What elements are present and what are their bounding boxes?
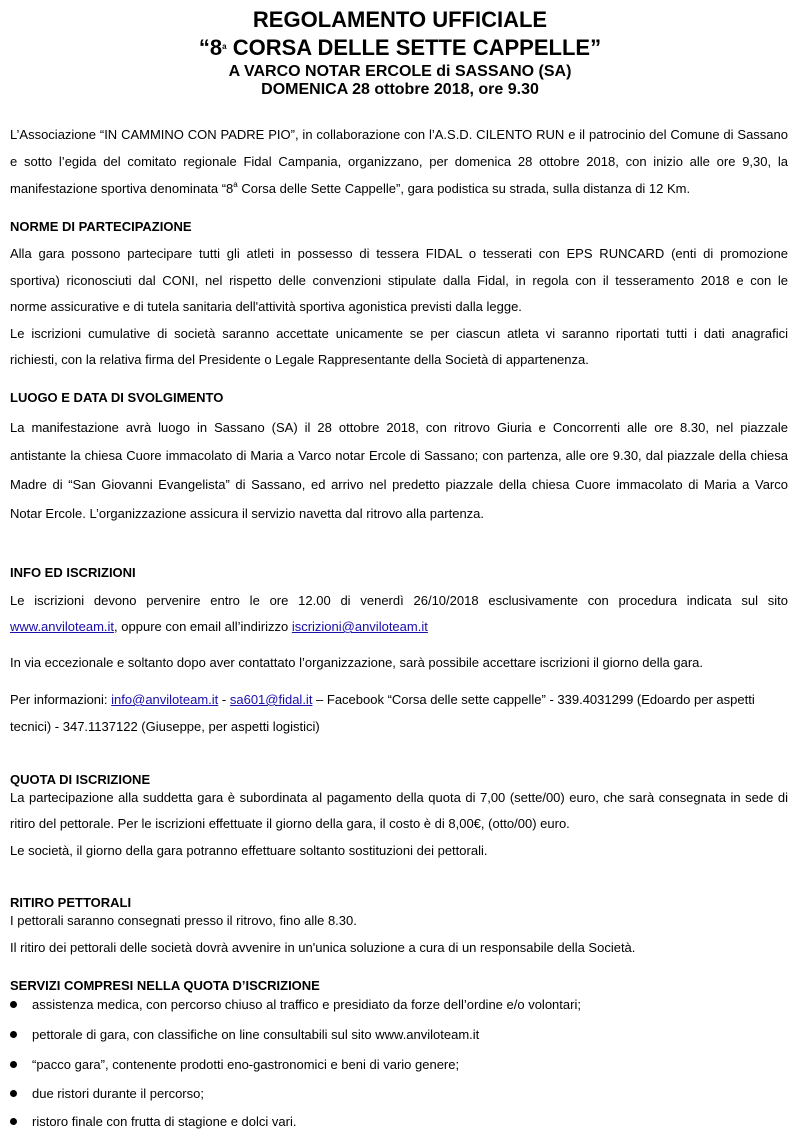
norme-line-4: Le iscrizioni cumulative di società saranno accettate unicamente se per ciascun atleta vi saranno riportati tutti i dati anagrafici [10, 326, 788, 341]
section-title-servizi: SERVIZI COMPRESI NELLA QUOTA D’ISCRIZIONE [10, 978, 320, 993]
info-line-4-pre: Per informazioni: [10, 692, 112, 707]
info-line-4 [10, 692, 788, 708]
section-title-luogo: LUOGO E DATA DI SVOLGIMENTO [10, 390, 224, 405]
intro-line-3-sup: a [233, 180, 238, 189]
luogo-line-1: La manifestazione avrà luogo in Sassano (SA) il 28 ottobre 2018, con ritrovo Giuria e Concorrenti alle ore 8.30, nel piazzale [10, 420, 788, 435]
bullet-icon [10, 1001, 17, 1008]
info-line-5: tecnici) - 347.1137122 (Giuseppe, per aspetti logistici) [10, 719, 320, 734]
list-item-text: ristoro finale con frutta di stagione e dolci vari. [32, 1114, 297, 1129]
info-line-2-text: , oppure con email all’indirizzo [114, 619, 292, 634]
intro-line-2: e sotto l’egida del comitato regionale Fidal Campania, organizzano, per domenica 28 ottobre 2018, con inizio alle ore 9,30, la [10, 154, 788, 169]
section-title-quota: QUOTA DI ISCRIZIONE [10, 772, 151, 787]
list-item-text: due ristori durante il percorso; [32, 1086, 204, 1101]
bullet-icon [10, 1090, 17, 1097]
luogo-line-4: Notar Ercole. L’organizzazione assicura il servizio navetta dal ritrovo alla partenza. [10, 506, 485, 521]
list-item-text: assistenza medica, con percorso chiuso al traffico e presidiato da forze dell’ordine e/o volontari; [32, 997, 581, 1012]
registration-email-link[interactable]: iscrizioni@anviloteam.it [291, 619, 428, 634]
luogo-line-3: Madre di “San Giovanni Evangelista” di Sassano, ed arrivo nel predetto piazzale della chiesa Cuore immacolato di Maria a Varco [10, 477, 788, 492]
section-title-info: INFO ED ISCRIZIONI [10, 565, 136, 580]
bullet-icon [10, 1118, 17, 1125]
list-item-text: “pacco gara”, contenente prodotti eno-gastronomici e beni di vario genere; [32, 1057, 460, 1072]
intro-line-3 [10, 181, 788, 197]
info-line-2 [10, 619, 788, 635]
quota-line-2: ritiro del pettorale. Per le iscrizioni effettuate il giorno della gara, il costo è di 8,00€, (otto/00) euro. [10, 816, 570, 831]
race-name-title [0, 34, 800, 62]
bullet-icon [10, 1031, 17, 1038]
list-item-text: pettorale di gara, con classifiche on line consultabili sul sito www.anviloteam.it [32, 1027, 480, 1042]
race-name-sup: a [222, 42, 227, 51]
intro-line-3-pre: manifestazione sportiva denominata “8 [10, 181, 234, 196]
race-date: DOMENICA 28 ottobre 2018, ore 9.30 [261, 81, 539, 98]
info-line-1: Le iscrizioni devono pervenire entro le ore 12.00 di venerdì 26/10/2018 esclusivamente con procedura indicata sul sito [10, 593, 788, 608]
section-title-ritiro: RITIRO PETTORALI [10, 895, 132, 910]
bullet-icon [10, 1061, 17, 1068]
intro-line-1: L’Associazione “IN CAMMINO CON PADRE PIO”, in collaborazione con l’A.S.D. CILENTO RUN e il patrocinio del Comune di Sassano [10, 127, 788, 142]
info-email-link[interactable]: info@anviloteam.it [111, 692, 219, 707]
quota-line-3: Le società, il giorno della gara potranno effettuare soltanto sostituzioni dei pettorali. [10, 843, 488, 858]
norme-line-2: sportiva) riconosciuti dal CONI, nel rispetto delle convenzioni stipulate dalla Fidal, in regola con il tesseramento 2018 e con le [10, 273, 788, 288]
website-link[interactable]: www.anviloteam.it [10, 619, 115, 634]
race-location: A VARCO NOTAR ERCOLE di SASSANO (SA) [228, 63, 572, 80]
norme-line-3: norme assicurative e di tutela sanitaria dell'attività sportiva agonistica previsti dalla legge. [10, 299, 522, 314]
norme-line-5: richiesti, con la relativa firma del Presidente o Legale Rappresentante della Società di appartenenza. [10, 352, 589, 367]
luogo-line-2: antistante la chiesa Cuore immacolato di Maria a Varco notar Ercole di Sassano; con partenza, alle ore 9.30, dal piazzale della chiesa [10, 448, 788, 463]
section-title-norme: NORME DI PARTECIPAZIONE [10, 219, 192, 234]
quota-line-1: La partecipazione alla suddetta gara è subordinata al pagamento della quota di 7,00 (sette/00) euro, che sarà consegnata in sede di [10, 790, 788, 805]
info-line-3: In via eccezionale e soltanto dopo aver contattato l’organizzazione, sarà possibile accettare iscrizioni il giorno della gara. [10, 655, 704, 670]
info-line-4-sep: - [218, 692, 230, 707]
ritiro-line-2: Il ritiro dei pettorali delle società dovrà avvenire in un'unica soluzione a cura di un responsabile della Società. [10, 940, 636, 955]
ritiro-line-1: I pettorali saranno consegnati presso il ritrovo, fino alle 8.30. [10, 913, 357, 928]
norme-line-1: Alla gara possono partecipare tutti gli atleti in possesso di tessera FIDAL o tesserati con EPS RUNCARD (enti di promozione [10, 246, 788, 261]
fidal-email-link[interactable]: sa601@fidal.it [229, 692, 313, 707]
race-name-pre: “8 [198, 35, 223, 60]
info-line-4-post: – Facebook “Corsa delle sette cappelle” - 339.4031299 (Edoardo per aspetti [312, 692, 755, 707]
intro-line-3-post: Corsa delle Sette Cappelle”, gara podistica su strada, sulla distanza di 12 Km. [237, 181, 691, 196]
document-title: REGOLAMENTO UFFICIALE [252, 7, 548, 32]
race-name-post: CORSA DELLE SETTE CAPPELLE” [226, 35, 602, 60]
